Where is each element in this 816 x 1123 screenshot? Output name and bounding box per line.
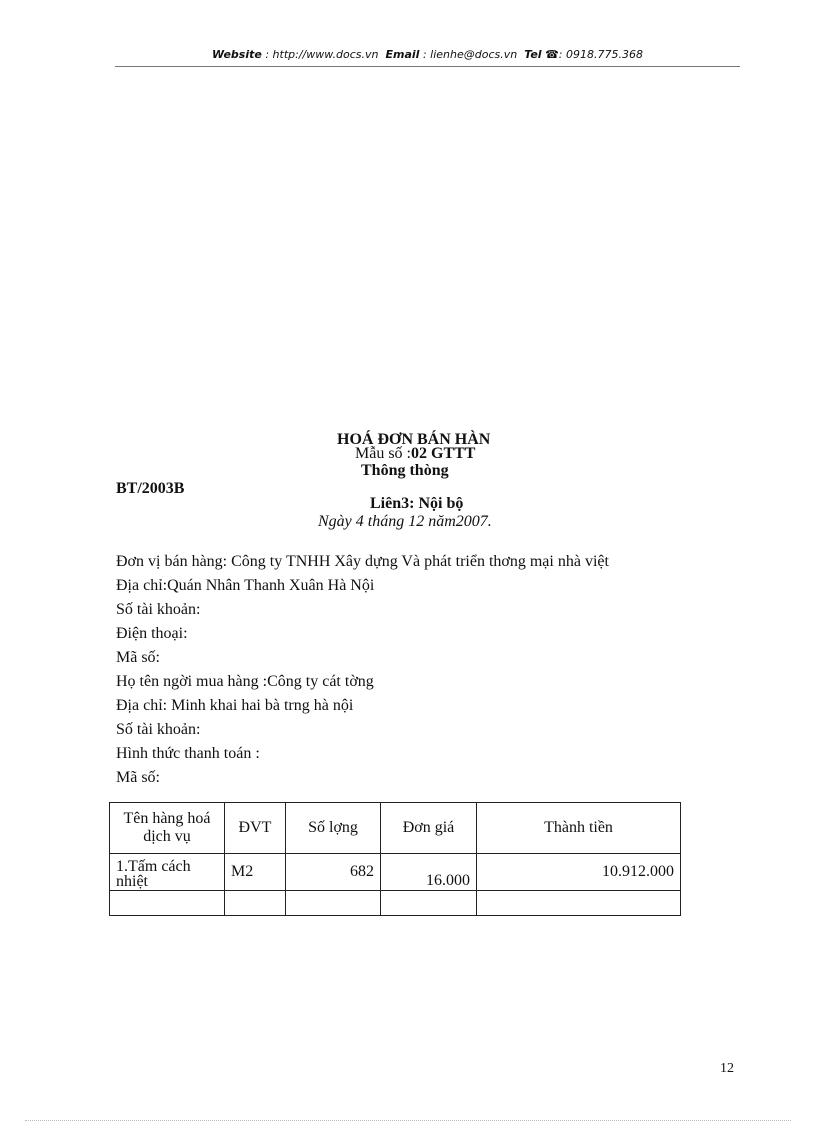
cell-quantity: 682 bbox=[286, 854, 381, 891]
table-row bbox=[110, 891, 681, 916]
tel-value: : 0918.775.368 bbox=[558, 48, 643, 61]
email-label: Email bbox=[385, 48, 420, 61]
mau-so bbox=[355, 445, 475, 463]
buyer-address: Địa chỉ: Minh khai hai bà trng hà nội bbox=[116, 697, 354, 714]
buyer-name: Họ tên ngời mua hàng :Công ty cát tờng bbox=[116, 673, 374, 690]
cell-unit-price bbox=[381, 891, 477, 916]
header-divider bbox=[115, 66, 740, 67]
seller-name: Đơn vị bán hàng: Công ty TNHH Xây dựng Và phát triển thơng mại nhà việt bbox=[116, 553, 609, 570]
cell-unit: M2 bbox=[225, 854, 286, 891]
invoice-type: Thông thòng bbox=[361, 462, 449, 479]
cell-unit bbox=[225, 891, 286, 916]
col-header-unit: ĐVT bbox=[225, 803, 286, 854]
invoice-code: BT/2003B bbox=[116, 480, 185, 497]
mau-so-label: Mẫu số : bbox=[355, 445, 411, 462]
invoice-date: Ngày 4 tháng 12 năm2007. bbox=[318, 513, 492, 530]
seller-account: Số tài khoản: bbox=[116, 601, 201, 618]
tel-label: Tel bbox=[524, 48, 542, 61]
email-value: : lienhe@docs.vn bbox=[422, 48, 518, 61]
cell-item bbox=[110, 891, 225, 916]
col-header-item: Tên hàng hoá dịch vụ bbox=[110, 803, 225, 854]
payment-method: Hình thức thanh toán : bbox=[116, 745, 260, 762]
buyer-tax-code: Mã số: bbox=[116, 769, 160, 786]
table-row bbox=[110, 854, 681, 891]
cell-quantity bbox=[286, 891, 381, 916]
cell-item: 1.Tấm cách nhiệt bbox=[110, 854, 225, 891]
page-number: 12 bbox=[720, 1061, 734, 1076]
seller-tax-code: Mã số: bbox=[116, 649, 160, 666]
phone-icon: ☎ bbox=[545, 48, 559, 61]
website-value: : http://www.docs.vn bbox=[265, 48, 379, 61]
table-header-row bbox=[110, 803, 681, 854]
footer-divider bbox=[25, 1120, 791, 1121]
invoice-table bbox=[109, 802, 681, 916]
cell-amount: 10.912.000 bbox=[477, 854, 681, 891]
invoice-title: HOÁ ĐƠN BÁN HÀN bbox=[337, 431, 491, 448]
cell-unit-price: 16.000 bbox=[381, 854, 477, 891]
mau-so-value: 02 GTTT bbox=[411, 445, 476, 462]
col-header-unit-price: Đơn giá bbox=[381, 803, 477, 854]
page-header bbox=[115, 48, 740, 61]
col-header-amount: Thành tiền bbox=[477, 803, 681, 854]
buyer-account: Số tài khoản: bbox=[116, 721, 201, 738]
cell-amount bbox=[477, 891, 681, 916]
seller-phone: Điện thoại: bbox=[116, 625, 188, 642]
seller-address: Địa chỉ:Quán Nhân Thanh Xuân Hà Nội bbox=[116, 577, 375, 594]
invoice-copy: Liên3: Nội bộ bbox=[370, 495, 464, 512]
col-header-quantity: Số lợng bbox=[286, 803, 381, 854]
website-label: Website bbox=[212, 48, 262, 61]
